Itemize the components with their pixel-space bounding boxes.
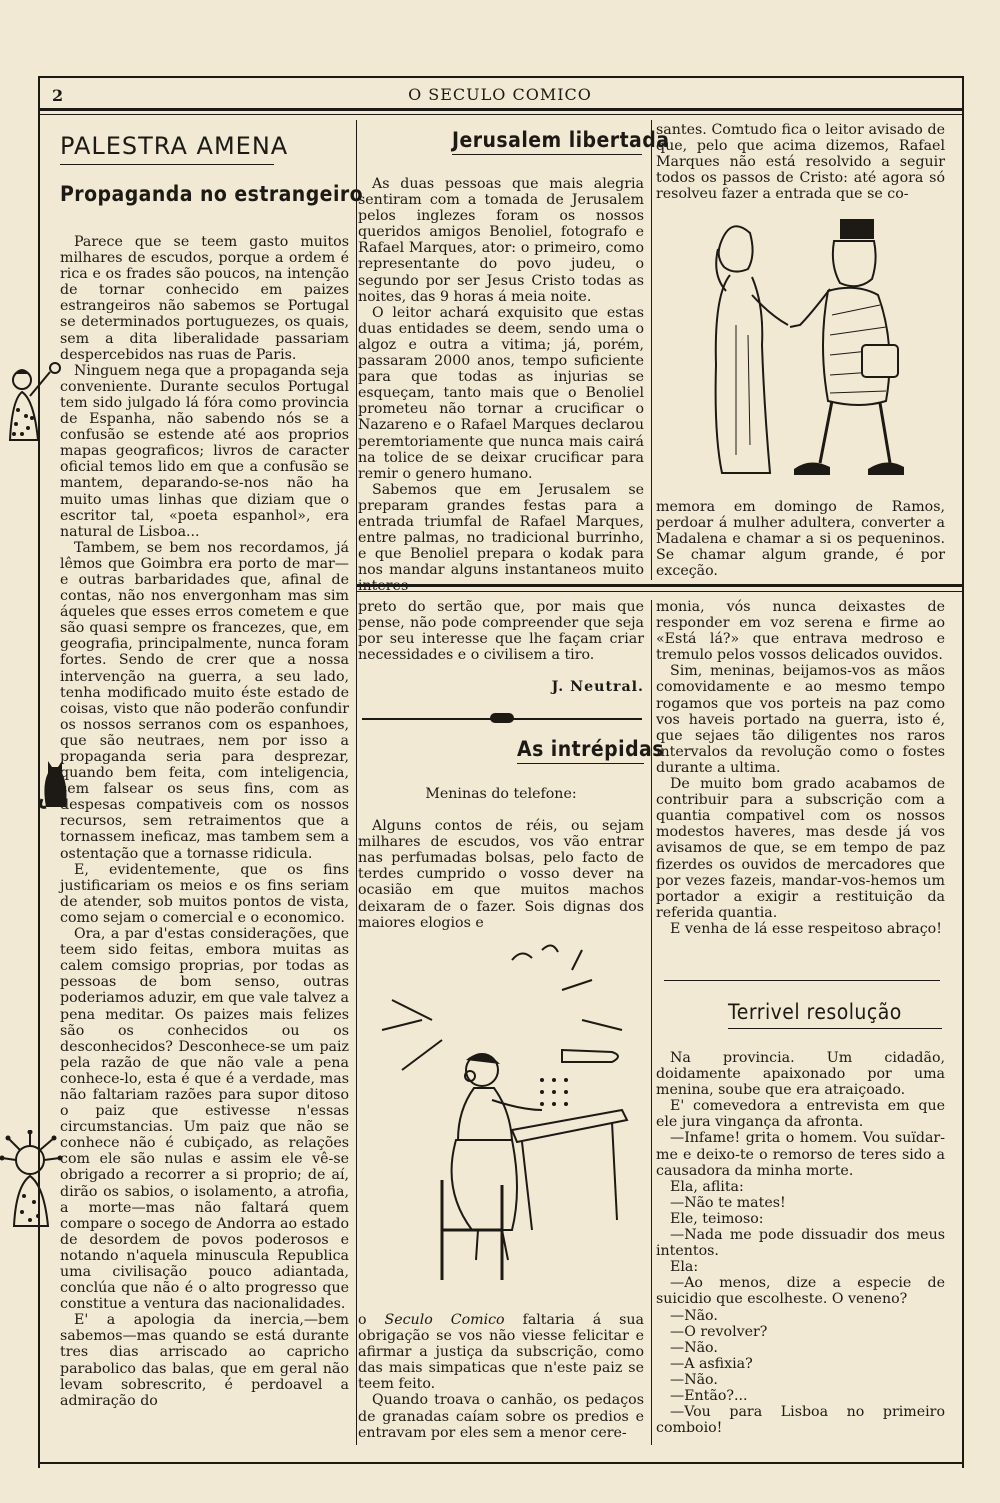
- intrepidas-continuation: [358, 1312, 644, 1441]
- paragraph: Ela, aflita:: [670, 1178, 744, 1195]
- jerusalem-title-underline: [452, 154, 642, 155]
- intrepidas-right-column: [656, 599, 945, 937]
- article-title: Propaganda no estrangeiro: [60, 182, 364, 206]
- paragraph: santes. Comtudo fica o leitor avisado de que, pelo que acima dizemos, Rafael Marques não está resolvido a seguir todos os passos de Cristo: até agora só resolveu fazer a entrada que se co-: [656, 122, 945, 203]
- paragraph: —Ao menos, dize a especie de suicidio que escolheste. O veneno?: [656, 1275, 945, 1308]
- paragraph: —Nada me pode dissuadir dos meus intentos.: [656, 1227, 945, 1260]
- column-rule-3: [651, 600, 652, 1445]
- paragraph: De muito bom grado acabamos de contribuir para a subscrição com a quantia compativel com os nossos modestos haveres, mas desde já vos avisamos de que, se em tempo de paz fizerdes os ouvidos de mercadores que por vezes fazeis, mandar-vos-hemos um portador a exigir a restituição da referida quantia.: [656, 776, 945, 921]
- paragraph: monia, vós nunca deixastes de responder em voz serena e firme ao «Está lá?» que entrava medroso e tremulo pelos vossos delicados ouvidos.: [656, 599, 945, 664]
- paragraph: E' a apologia da inercia,—bem sabemos—mas quando se está durante tres dias arriscado ao capricho parabolico das balas, que em geral não levam sobrescrito, é perdoavel a admiração do: [60, 1312, 349, 1409]
- paragraph: Ninguem nega que a propaganda seja conveniente. Durante seculos Portugal tem sido julgado lá fóra como provincia de Espanha, não sabendo nós se a confusão se estende até aos proprios mapas geograficos; livros de caracter oficial temos lido em que a confusão se mantem, deparando-se-nos não ha muito umas linhas que diziam que o escritor tal, «poeta espanhol», era natural de Lisboa...: [60, 362, 349, 540]
- paragraph: Parece que se teem gasto muitos milhares de escudos, porque a ordem é rica e os frades são poucos, na intenção de tornar conhecido em paizes estrangeiros não sabemos se Portugal se determinados portuguezes, os quais, sem a dita liberalidade passariam despercebidos nas ruas de Paris.: [60, 234, 349, 363]
- column-rule-1: [356, 120, 357, 1445]
- paragraph: preto do sertão que, por mais que pense, não pode compreender que seja por seu interesse que lhe façam criar necessidades e o civilisem a tiro.: [358, 599, 644, 664]
- ornament-center: [490, 713, 514, 723]
- paragraph: E venha de lá esse respeitoso abraço!: [670, 920, 942, 937]
- handshake-cartoon-illustration: [690, 205, 940, 495]
- paragraph: E' comevedora a entrevista em que ele jura vingança da afronta.: [656, 1098, 945, 1131]
- jerusalem-article: [358, 176, 644, 594]
- paragraph: —O revolver?: [670, 1323, 768, 1340]
- jerusalem-continuation-top: [656, 122, 945, 202]
- paragraph: Ora, a par d'estas considerações, que teem sido feitas, embora muitas as calem comsigo proprias, por todas as pessoas de bom senso, outras poderiamos aduzir, em que vale talvez a pena meditar. Os paizes mais felizes são os conhecidos ou os desconhecidos? Desconhece-se um paiz pela razão de que não vale a pena conhece-lo, esta é que é a verdade, mas não faltariam razões para supor ditoso o paiz que estivesse n'essas circumstancias. Um paiz que não se conhece não é cubiçado, as relações com ele são nulas e assim ele vê-se obrigado a recorrer a si proprio; de aí, dirão os sabios, o isolamento, a atrofia, a morte—mas não faltará quem compare o socego de Andorra ao estado de desordem de povos poderosos e notando n'aquela minuscula Republica uma civilisação pouco adiantada, conclúa que não é o alto progresso que constitue a ventura das nacionalidades.: [60, 926, 350, 1313]
- terrivel-article: [656, 1050, 945, 1436]
- column-rule-2: [651, 120, 652, 580]
- paragraph: Quando troava o canhão, os pedaços de granadas caíam sobre os predios e entravam por eles sem a menor cere-: [358, 1392, 644, 1441]
- paragraph: As duas pessoas que mais alegria sentiram com a tomada de Jerusalem pelos inglezes foram os nossos queridos amigos Benoliel, fotografo e Rafael Marques, ator: o primeiro, como representante do povo judeu, o segundo por ser Jesus Cristo todas as noites, das 9 horas á meia noite.: [358, 176, 644, 305]
- right-frame-rule: [962, 76, 964, 1468]
- paragraph: Sim, meninas, beijamos-vos as mãos comovidamente e ao mesmo tempo rogamos que vos porteis na paz como vos haveis portado na guerra, isto é, que sejaes tão diligentes nos raros intervalos da revolução como o fostes durante a ultima.: [656, 663, 945, 776]
- continuation-text: [358, 599, 644, 695]
- paragraph: Ela:: [670, 1259, 699, 1276]
- paragraph: —Não.: [670, 1307, 718, 1324]
- paragraph: —Infame! grita o homem. Vou suïdar-me e deixo-te o remorso de teres sido a causadora da minha morte.: [656, 1130, 945, 1179]
- paragraph: Ele, teimoso:: [670, 1210, 764, 1227]
- paragraph: —Não.: [670, 1339, 718, 1356]
- terrivel-title: Terrivel resolução: [728, 1000, 902, 1024]
- paragraph: —Não te mates!: [670, 1194, 786, 1211]
- woman-figure-illustration: [0, 360, 66, 450]
- intrepidas-title: As intrépidas: [517, 737, 664, 761]
- paragraph: —Vou para Lisboa no primeiro comboio!: [656, 1404, 945, 1437]
- telephone-operator-illustration: [362, 930, 642, 1300]
- masthead: O SECULO COMICO: [408, 85, 592, 104]
- paragraph: Tambem, se bem nos recordamos, já lêmos que Goimbra era porto de mar—e outras barbaridades que, afinal de contas, não nos envergonham mas sim áqueles que esses erros cometem e que são quasi sempre os francezes, que, em geografia, principalmente, nunca foram fortes. Sendo de crer que a nossa intervenção na guerra, a seu lado, tenha modificado muito éste estado de coisas, visto que não poderão confundir os nossos serranos com os espanhoes, que são neutraes, nem por isso a propaganda seria para desprezar, quando bem feita, com inteligencia, sem falsear os seus fins, com as despesas compativeis com os nossos recursos, sem retraimentos que a tornassem ineficaz, mas tambem sem a ostentação que a tornasse ridicula.: [60, 539, 349, 862]
- paragraph: memora em domingo de Ramos, perdoar á mulher adultera, converter a Madalena e chamar a si os pequeninos. Se chamar algum grande, é por exceção.: [656, 499, 945, 580]
- paragraph: —Então?...: [670, 1387, 748, 1404]
- newspaper-name: Seculo Comico: [384, 1312, 505, 1328]
- signature: J. Neutral.: [551, 679, 644, 696]
- paragraph: Na provincia. Um cidadão, doidamente apaixonado por uma menina, soube que era atraiçoado.: [656, 1050, 945, 1099]
- pincushion-figure-illustration: [0, 1130, 66, 1230]
- section-underline: [60, 164, 274, 165]
- terrivel-title-underline: [728, 1028, 942, 1029]
- text: faltaria á sua obrigação se vos não viesse felicitar e afirmar a justiça da subscrição, como das mais simpaticas que n'este paiz se teem feito.: [358, 1312, 644, 1393]
- bottom-rule: [38, 1462, 964, 1464]
- paragraph: [358, 1312, 644, 1392]
- text: o: [358, 1312, 367, 1328]
- paragraph: —A asfixia?: [670, 1355, 753, 1372]
- paragraph: Sabemos que em Jerusalem se preparam grandes festas para a entrada triumfal de Rafael Marques, entre palmas, no tradicional burrinho, e que Benoliel prepara o kodak para nos mandar alguns instantaneos muito interes-: [358, 481, 644, 595]
- intrepidas-title-underline: [517, 763, 644, 764]
- page-number: 2: [52, 86, 65, 105]
- top-rule: [38, 76, 964, 78]
- propaganda-article: [60, 234, 349, 1409]
- intrepidas-article: [358, 786, 644, 931]
- paragraph: —Não.: [670, 1371, 718, 1388]
- section-title: PALESTRA AMENA: [60, 132, 289, 160]
- jerusalem-title: Jerusalem libertada: [452, 128, 670, 152]
- paragraph: Alguns contos de réis, ou sejam milhares de escudos, vos vão entrar nas perfumadas bolsas, pelo facto de terdes cumprido o vosso dever na ocasião em que muitos machos deixaram de o fazer. Sois dignas dos maiores elogios e: [358, 818, 644, 931]
- jerusalem-continuation-bottom: [656, 499, 945, 579]
- header-rule-1: [38, 108, 964, 111]
- terrivel-top-rule: [664, 980, 940, 981]
- header-rule-2: [38, 114, 964, 115]
- paragraph: O leitor achará exquisito que estas duas entidades se deem, sendo uma o algoz e outra a vitima; já, porém, passaram 2000 anos, tempo suficiente para que todas as injurias se esqueçam, tanto mais que o Benoliel prometeu não tornar a crucificar o Nazareno e o Rafael Marques declarou peremtoriamente que nunca mais cairá na tolice de se deixar crucificar para remir o genero humano.: [358, 304, 644, 482]
- salutation: Meninas do telefone:: [425, 786, 577, 802]
- paragraph: E, evidentemente, que os fins justificariam os meios e os fins seriam de atender, sob muitos pontos de vista, como sejam o comercial e o economico.: [60, 861, 349, 926]
